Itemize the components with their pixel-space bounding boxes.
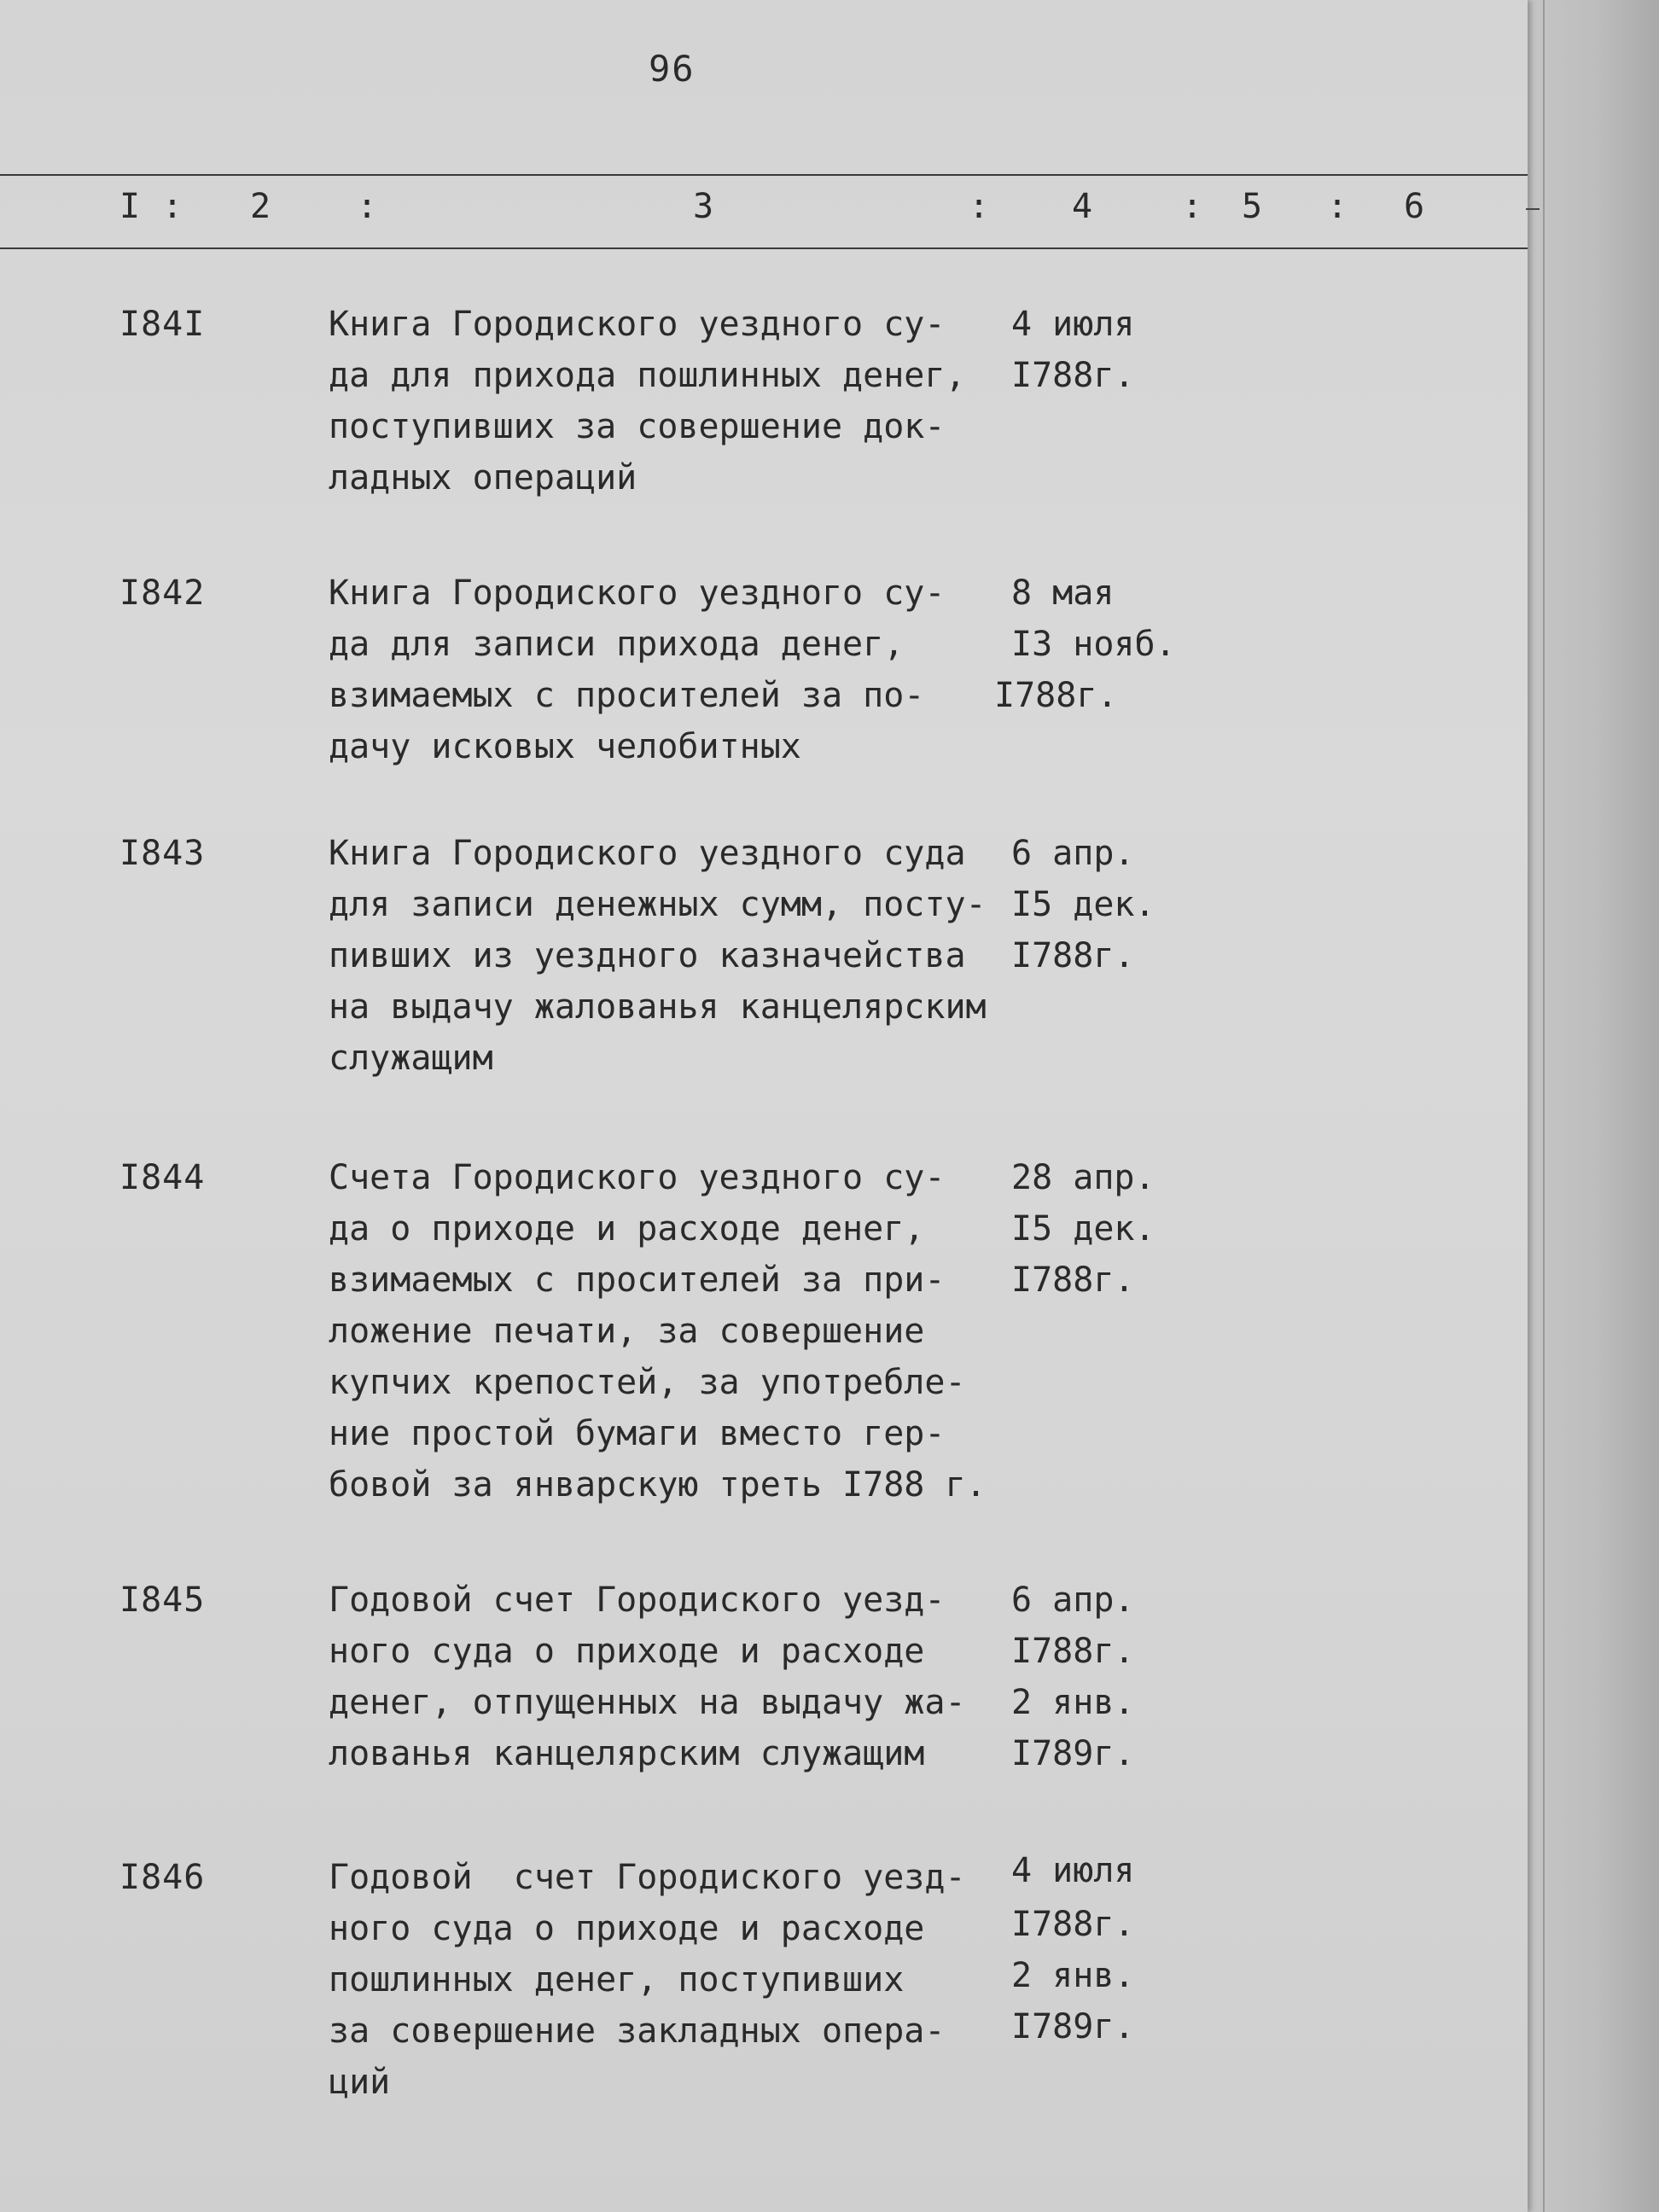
header-col-6: 6 (1404, 187, 1425, 226)
entry-date: I788г. (1011, 1905, 1135, 1944)
entry-description-line: денег, отпущенных на выдачу жа- (329, 1683, 966, 1722)
entry-description-line: ние простой бумаги вместо гер- (329, 1414, 946, 1453)
header-bottom-rule (0, 247, 1528, 249)
entry-description-line: поступивших за совершение док- (329, 407, 946, 446)
entry-description-line: купчих крепостей, за употребле- (329, 1363, 966, 1402)
entry-date: I3 нояб. (1011, 625, 1176, 664)
entry-description-line: пивших из уездного казначейства (329, 936, 966, 975)
entry-date: 2 янв. (1011, 1683, 1135, 1722)
entry-date: 8 мая (1011, 573, 1115, 613)
entry-description-line: Книга Городиского уездного су- (329, 305, 946, 344)
entry-description-line: Счета Городиского уездного су- (329, 1158, 946, 1197)
entry-date: 6 апр. (1011, 834, 1135, 873)
entry-description-line: Годовой счет Городиского уезд- (329, 1580, 946, 1620)
header-col-3: 3 (693, 187, 714, 226)
header-top-rule (0, 174, 1528, 176)
entry-description-line: ладных операций (329, 458, 637, 498)
page-number: 96 (649, 48, 696, 90)
entry-date: I789г. (1011, 1734, 1135, 1773)
entry-description-line: лованья канцелярским служащим (329, 1734, 925, 1773)
entry-description-line: да для записи прихода денег, (329, 625, 905, 664)
entry-description-line: для записи денежных сумм, посту- (329, 885, 987, 924)
entry-number: I846 (119, 1858, 206, 1897)
header-separator: : (357, 187, 378, 226)
entry-description-line: пошлинных денег, поступивших (329, 1960, 905, 2000)
entry-date: I788г. (1011, 356, 1135, 395)
entry-description-line: взимаемых с просителей за при- (329, 1260, 946, 1300)
entry-description-line: Книга Городиского уездного су- (329, 573, 946, 613)
back-sheet-edge (1543, 0, 1545, 2212)
entry-number: I843 (119, 834, 206, 873)
entry-date: 4 июля (1011, 1851, 1135, 1890)
header-separator: : (1182, 187, 1203, 226)
entry-date: I789г. (1011, 2007, 1135, 2046)
entry-description-line: да о приходе и расходе денег, (329, 1209, 925, 1249)
entry-date: 2 янв. (1011, 1956, 1135, 1995)
header-separator: : (162, 187, 183, 226)
entry-number: I842 (119, 573, 206, 613)
entry-description-line: Книга Городиского уездного суда (329, 834, 966, 873)
entry-date: I788г. (1011, 936, 1135, 975)
entry-description-line: ложение печати, за совершение (329, 1312, 925, 1351)
entry-date: 4 июля (1011, 305, 1135, 344)
entry-description-line: да для прихода пошлинных денег, (329, 356, 966, 395)
entry-date: I788г. (1011, 1632, 1135, 1671)
entry-date: I5 дек. (1011, 1209, 1155, 1249)
entry-description-line: на выдачу жалованья канцелярским (329, 987, 987, 1027)
entry-description-line: Годовой счет Городиского уезд- (329, 1858, 966, 1897)
entry-description-line: служащим (329, 1039, 493, 1078)
entry-number: I84I (119, 305, 206, 344)
header-col-4: 4 (1072, 187, 1093, 226)
header-col-1: I (119, 187, 141, 226)
entry-description-line: дачу исковых челобитных (329, 727, 801, 766)
entry-date: I788г. (994, 676, 1118, 715)
entry-date: 28 апр. (1011, 1158, 1155, 1197)
header-separator: : (1327, 187, 1348, 226)
entry-description-line: бовой за январскую треть I788 г. (329, 1465, 987, 1505)
entry-description-line: ного суда о приходе и расходе (329, 1632, 925, 1671)
entry-date: 6 апр. (1011, 1580, 1135, 1620)
header-dash (1526, 208, 1540, 210)
entry-description-line: за совершение закладных опера- (329, 2011, 946, 2051)
header-col-2: 2 (250, 187, 271, 226)
entry-number: I844 (119, 1158, 206, 1197)
entry-date: I788г. (1011, 1260, 1135, 1300)
entry-number: I845 (119, 1580, 206, 1620)
header-separator: : (969, 187, 990, 226)
header-col-5: 5 (1242, 187, 1263, 226)
entry-description-line: ций (329, 2063, 391, 2102)
entry-date: I5 дек. (1011, 885, 1155, 924)
entry-description-line: взимаемых с просителей за по- (329, 676, 925, 715)
entry-description-line: ного суда о приходе и расходе (329, 1909, 925, 1948)
